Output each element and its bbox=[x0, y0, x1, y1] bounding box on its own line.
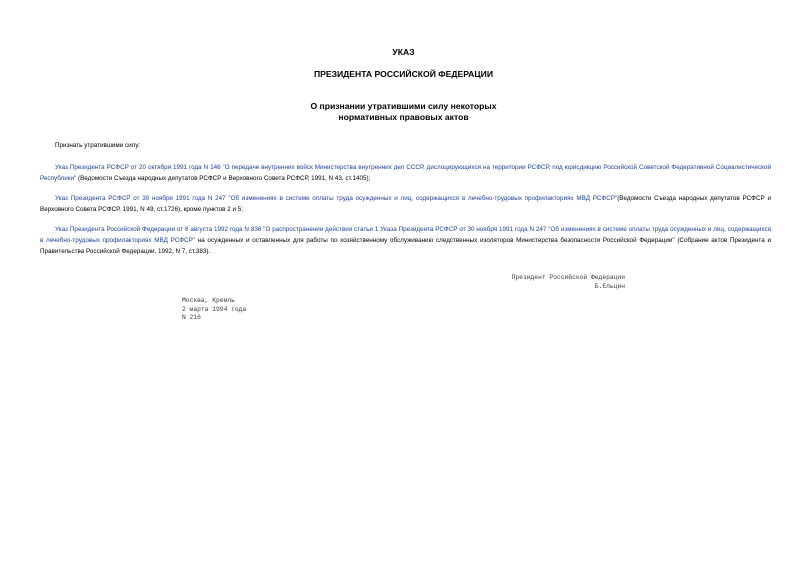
decree-title-line-2: нормативных правовых актов bbox=[338, 112, 469, 122]
signature-name: Б.Ельцин bbox=[594, 282, 625, 290]
repealed-act-paragraph bbox=[40, 162, 771, 184]
act-link[interactable]: Указ Президента РСФСР от 20 октября 1991 года N 146 "О передаче внутренних войск Министерства внутренних дел СССР, дислоцирующихся на территории РСФСР, под юрисдикцию Российской Советской Федеративной Социалистической Республики" bbox=[40, 164, 771, 182]
issuer-heading: ПРЕЗИДЕНТА РОССИЙСКОЙ ФЕДЕРАЦИИ bbox=[313, 69, 494, 79]
signing-date: 2 марта 1994 года bbox=[182, 305, 247, 313]
act-link[interactable]: Указ Президента Российской Федерации от 6 августа 1992 года N 836 "О распространении действия статьи 1 Указа Президента РСФСР от 30 ноября 1991 года N 247 "Об изменениях в системе оплаты труда осужденных и лиц, содержащихся в лечебно-трудовых профилакториях МВД РСФСР" bbox=[40, 226, 771, 244]
repealed-act-paragraph bbox=[40, 193, 771, 215]
decree-number: N 216 bbox=[182, 314, 201, 321]
act-source-text: (Ведомости Съезда народных депутатов РСФСР и Верховного Совета РСФСР, 1991, N 43, ст.1405); bbox=[76, 175, 371, 182]
act-source-text: (Ведомости Съезда народных депутатов РСФСР и Верховного Совета РСФСР, 1991, N 49, ст.1726), кроме пунктов 2 и 5; bbox=[40, 195, 771, 213]
signature-title: Президент Российской Федерации bbox=[511, 274, 625, 281]
repealed-act-paragraph bbox=[40, 224, 771, 257]
act-link[interactable]: Указ Президента РСФСР от 30 ноября 1991 года N 247 "Об изменениях в системе оплаты труда осужденных и лиц, содержащихся в лечебно-трудовых профилакториях МВД РСФСР" bbox=[55, 195, 618, 202]
intro-paragraph: Признать утратившими силу: bbox=[55, 142, 141, 149]
decree-type-heading: УКАЗ bbox=[392, 47, 415, 57]
signing-place: Москва, Кремль bbox=[182, 297, 235, 304]
act-source-text: на осужденных и оставленных для работы по хозяйственному обслуживанию следственных изоляторов Министерства безопасности Российской Федерации" (Собрание актов Президента и Правительства Российской Федерации, 1992, N 7, ст.383). bbox=[40, 237, 771, 255]
decree-title-line-1: О признании утратившими силу некоторых bbox=[310, 101, 497, 111]
